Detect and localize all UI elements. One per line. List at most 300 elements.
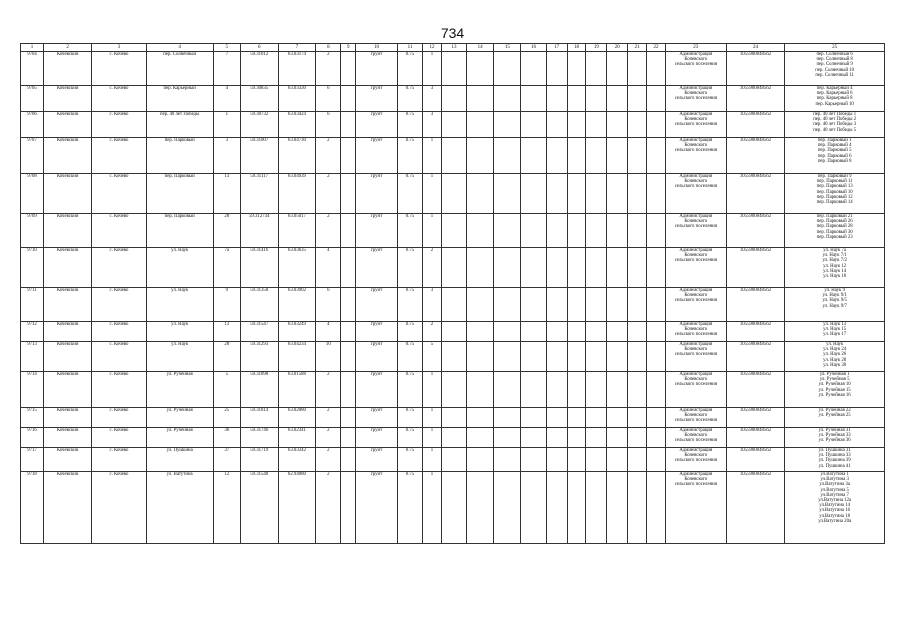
address-line: ул. Ручейная 5	[819, 377, 850, 383]
empty-cell	[521, 214, 546, 248]
address-line: ул. Ручейная 15	[818, 387, 851, 393]
surface-cell: грунт	[356, 472, 398, 544]
address-line: ул. Наук 7/2	[822, 258, 847, 264]
longitude-cell: 63.03902	[278, 288, 316, 322]
column-header: 20	[607, 44, 628, 52]
settlement-cell: с. Кочево	[92, 288, 146, 322]
empty-cell	[546, 322, 567, 342]
address-line: ул. Наук 7/1	[822, 253, 847, 259]
address-line: пер. Солнечный 8	[816, 57, 853, 63]
longitude-cell: 63.05017	[278, 214, 316, 248]
empty-cell	[467, 448, 494, 472]
col11-cell: 0.75	[397, 174, 422, 214]
latitude-cell: 59.30835	[240, 86, 278, 112]
settlement-cell: с. Кочево	[92, 112, 146, 138]
col11-cell: 0.75	[397, 248, 422, 288]
column-header: 5	[213, 44, 240, 52]
owner-line: сельского поселения	[674, 62, 717, 68]
table-row	[21, 372, 885, 408]
owner-cell	[665, 174, 726, 214]
address-line: пер. Парковый 28	[816, 224, 853, 230]
settlement-cell: с. Кочево	[92, 138, 146, 174]
address-line: пер. Солнечный 10	[815, 67, 855, 73]
house-cell: 9	[213, 288, 240, 322]
col11-cell: 0.75	[397, 86, 422, 112]
settlement-cell: с. Кочево	[92, 322, 146, 342]
address-line: ул. Наук 24	[823, 347, 847, 353]
col12-cell: 1	[423, 138, 442, 174]
address-line: ул.Ватутина 16	[819, 508, 851, 514]
empty-cell	[441, 472, 466, 544]
table-row	[21, 86, 885, 112]
empty-cell	[521, 52, 546, 86]
settlement-cell: с. Кочево	[92, 214, 146, 248]
empty-cell	[441, 322, 466, 342]
table-row	[21, 112, 885, 138]
district-cell: Кочевский	[44, 408, 92, 428]
empty-cell	[341, 472, 356, 544]
table-row	[21, 214, 885, 248]
table-row	[21, 448, 885, 472]
empty-cell	[628, 86, 647, 112]
owner-line: Администрация	[679, 372, 713, 377]
longitude-cell: 63.02080	[278, 408, 316, 428]
table-row	[21, 52, 885, 86]
addresses-cell	[785, 112, 885, 138]
empty-cell	[567, 408, 586, 428]
address-line: пер. Солнечный 11	[815, 72, 854, 78]
surface-cell: грунт	[356, 408, 398, 428]
empty-cell	[567, 428, 586, 448]
empty-cell	[341, 248, 356, 288]
empty-cell	[441, 372, 466, 408]
address-line: ул.Ватутина 3а	[819, 482, 850, 488]
address-line: ул. Наук 14	[823, 268, 847, 274]
empty-cell	[647, 52, 666, 86]
col12-cell: 2	[423, 322, 442, 342]
empty-cell	[467, 248, 494, 288]
addresses-cell	[785, 428, 885, 448]
col12-cell: 5	[423, 342, 442, 372]
column-header: 24	[726, 44, 785, 52]
empty-cell	[467, 428, 494, 448]
empty-cell	[586, 342, 607, 372]
empty-cell	[546, 448, 567, 472]
addresses-cell	[785, 86, 885, 112]
column-header: 9	[341, 44, 356, 52]
empty-cell	[467, 322, 494, 342]
address-line: ул. Ручейная 22	[818, 408, 851, 413]
district-cell: Кочевский	[44, 428, 92, 448]
latitude-cell: 59.31117	[240, 174, 278, 214]
col11-cell: 0.75	[397, 112, 422, 138]
col8-cell: 2	[316, 372, 341, 408]
address-line: ул. Наук 15	[823, 327, 847, 333]
owner-line: сельского поселения	[674, 224, 717, 230]
owner-line: Кочевского	[684, 91, 708, 97]
row-number-cell: 9709	[21, 214, 44, 248]
owner-line: сельского поселения	[674, 482, 717, 488]
empty-cell	[467, 288, 494, 322]
owner-cell	[665, 408, 726, 428]
address-line: ул.Ватутина 5	[820, 487, 849, 493]
surface-cell: грунт	[356, 52, 398, 86]
empty-cell	[607, 112, 628, 138]
ogrn-cell: 1055900848562	[726, 138, 785, 174]
address-line: ул.Ватутина 1	[820, 472, 849, 477]
house-cell: 28	[213, 342, 240, 372]
owner-line: Кочевского	[684, 57, 708, 63]
empty-cell	[628, 52, 647, 86]
address-line: ул. Наук 7а	[823, 248, 847, 253]
street-cell: ул. Наук	[146, 248, 213, 288]
empty-cell	[494, 372, 521, 408]
empty-cell	[441, 448, 466, 472]
address-line: пер. 40 лет Победы 5	[813, 127, 857, 133]
empty-cell	[441, 214, 466, 248]
district-cell: Кочевский	[44, 342, 92, 372]
ogrn-cell: 1055900848562	[726, 448, 785, 472]
col12-cell: 3	[423, 288, 442, 322]
row-number-cell: 9710	[21, 248, 44, 288]
owner-line: Администрация	[679, 214, 713, 219]
empty-cell	[467, 472, 494, 544]
empty-cell	[586, 288, 607, 322]
empty-cell	[467, 408, 494, 428]
empty-cell	[341, 448, 356, 472]
col8-cell: 2	[316, 448, 341, 472]
row-number-cell: 9714	[21, 372, 44, 408]
owner-cell	[665, 248, 726, 288]
district-cell: Кочевский	[44, 138, 92, 174]
column-header: 10	[356, 44, 398, 52]
column-header: 21	[628, 44, 647, 52]
street-cell: пер. Карьерный	[146, 86, 213, 112]
row-number-cell: 9718	[21, 472, 44, 544]
address-line: ул.Ватутина 18	[819, 513, 851, 519]
street-cell: ул. Наук	[146, 342, 213, 372]
settlement-cell: с. Кочево	[92, 428, 146, 448]
latitude-cell: 59.31012	[240, 52, 278, 86]
empty-cell	[607, 428, 628, 448]
empty-cell	[341, 174, 356, 214]
surface-cell: грунт	[356, 86, 398, 112]
owner-line: Кочевского	[684, 327, 708, 333]
column-header: 1	[21, 44, 44, 52]
surface-cell: грунт	[356, 342, 398, 372]
table-row	[21, 428, 885, 448]
empty-cell	[441, 408, 466, 428]
empty-cell	[521, 342, 546, 372]
col8-cell: 2	[316, 52, 341, 86]
empty-cell	[441, 86, 466, 112]
empty-cell	[521, 428, 546, 448]
address-line: пер. Парковый 23	[816, 234, 853, 240]
owner-cell	[665, 288, 726, 322]
empty-cell	[494, 472, 521, 544]
address-line: ул. Ручейная 16	[818, 392, 851, 398]
empty-cell	[607, 248, 628, 288]
address-line: пер. Карьерный 4	[816, 86, 853, 91]
empty-cell	[494, 428, 521, 448]
ogrn-cell: 1055900848562	[726, 288, 785, 322]
page-number: 734	[440, 25, 465, 41]
empty-cell	[467, 86, 494, 112]
addresses-cell	[785, 138, 885, 174]
settlement-cell: с. Кочево	[92, 86, 146, 112]
settlement-cell: с. Кочево	[92, 52, 146, 86]
owner-line: Администрация	[679, 408, 713, 413]
empty-cell	[567, 322, 586, 342]
column-header: 12	[423, 44, 442, 52]
empty-cell	[607, 322, 628, 342]
addresses-cell	[785, 248, 885, 288]
empty-cell	[494, 408, 521, 428]
address-line: ул. Пушкина 33	[818, 453, 851, 459]
owner-line: Кочевского	[684, 117, 708, 123]
longitude-cell: 63.03330	[278, 86, 316, 112]
col11-cell: 0.75	[397, 138, 422, 174]
empty-cell	[467, 342, 494, 372]
empty-cell	[586, 86, 607, 112]
district-cell: Кочевский	[44, 112, 92, 138]
house-cell: 36	[213, 428, 240, 448]
addresses-cell	[785, 448, 885, 472]
empty-cell	[467, 174, 494, 214]
empty-cell	[494, 322, 521, 342]
owner-cell	[665, 86, 726, 112]
col12-cell: 3	[423, 112, 442, 138]
empty-cell	[441, 288, 466, 322]
addresses-cell	[785, 472, 885, 544]
settlement-cell: с. Кочево	[92, 408, 146, 428]
empty-cell	[494, 448, 521, 472]
owner-line: Кочевского	[684, 413, 708, 419]
empty-cell	[341, 372, 356, 408]
col8-cell: 10	[316, 342, 341, 372]
owner-line: Администрация	[679, 112, 713, 117]
row-number-cell: 9706	[21, 112, 44, 138]
empty-cell	[546, 372, 567, 408]
empty-cell	[467, 372, 494, 408]
empty-cell	[628, 372, 647, 408]
address-line: ул. Наук 13	[823, 322, 847, 327]
latitude-cell: 59.31007	[240, 138, 278, 174]
empty-cell	[341, 288, 356, 322]
address-line: пер. Парковый 11	[816, 179, 853, 185]
column-header: 7	[278, 44, 316, 52]
ogrn-cell: 1055900848562	[726, 112, 785, 138]
owner-line: сельского поселения	[674, 298, 717, 304]
address-line: ул. Ручейная 33	[818, 433, 851, 439]
ogrn-cell: 1055900848562	[726, 372, 785, 408]
owner-line: Кочевского	[684, 347, 708, 353]
empty-cell	[521, 472, 546, 544]
latitude-cell: 59.312734	[240, 214, 278, 248]
owner-line: Кочевского	[684, 477, 708, 483]
house-cell: 13	[213, 174, 240, 214]
owner-line: Администрация	[679, 342, 713, 347]
col8-cell: 4	[316, 322, 341, 342]
empty-cell	[647, 472, 666, 544]
address-line: пер. Парковый 8	[817, 158, 852, 164]
address-line: ул. Пушкина 39	[818, 458, 851, 464]
column-header: 13	[441, 44, 466, 52]
empty-cell	[628, 138, 647, 174]
street-cell: пер. Парковый	[146, 138, 213, 174]
surface-cell: грунт	[356, 214, 398, 248]
address-line: ул. Пушкина 31	[818, 448, 851, 453]
table-row	[21, 138, 885, 174]
ogrn-cell: 1055900848562	[726, 322, 785, 342]
address-line: ул.Ватутина 12а	[818, 498, 852, 504]
district-cell: Кочевский	[44, 248, 92, 288]
empty-cell	[521, 174, 546, 214]
col12-cell: 1	[423, 408, 442, 428]
empty-cell	[647, 112, 666, 138]
house-cell: 4	[213, 86, 240, 112]
row-number-cell: 9716	[21, 428, 44, 448]
settlement-cell: с. Кочево	[92, 372, 146, 408]
col8-cell: 2	[316, 214, 341, 248]
empty-cell	[628, 322, 647, 342]
owner-line: сельского поселения	[674, 418, 717, 424]
table-row	[21, 472, 885, 544]
owner-line: сельского поселения	[674, 382, 717, 388]
district-cell: Кочевский	[44, 448, 92, 472]
address-line: ул. Наук 9	[824, 288, 845, 293]
address-line: пер. Парковый 1	[817, 138, 852, 143]
address-line: ул.Ватутина 7	[820, 492, 849, 498]
empty-cell	[546, 112, 567, 138]
address-line: пер. Парковый 5	[817, 148, 852, 154]
empty-cell	[567, 342, 586, 372]
address-line: ул. Наук 17	[823, 332, 847, 338]
empty-cell	[441, 248, 466, 288]
empty-cell	[628, 408, 647, 428]
ogrn-cell: 1055900848562	[726, 86, 785, 112]
latitude-cell: 59.31814	[240, 408, 278, 428]
table-row	[21, 408, 885, 428]
empty-cell	[647, 448, 666, 472]
col12-cell: 1	[423, 372, 442, 408]
column-header: 2	[44, 44, 92, 52]
empty-cell	[586, 428, 607, 448]
house-cell: 28	[213, 214, 240, 248]
owner-line: сельского поселения	[674, 96, 717, 102]
empty-cell	[586, 174, 607, 214]
empty-cell	[647, 248, 666, 288]
empty-cell	[521, 112, 546, 138]
longitude-cell: 63.02341	[278, 428, 316, 448]
empty-cell	[521, 86, 546, 112]
row-number-cell: 9705	[21, 86, 44, 112]
empty-cell	[567, 372, 586, 408]
settlement-cell: с. Кочево	[92, 448, 146, 472]
owner-cell	[665, 472, 726, 544]
owner-line: Администрация	[679, 472, 713, 477]
empty-cell	[546, 288, 567, 322]
street-cell: ул. Наук	[146, 288, 213, 322]
address-line: ул. Пушкина 41	[818, 463, 851, 469]
address-line: ул. Наук 9/1	[822, 293, 847, 299]
empty-cell	[494, 86, 521, 112]
empty-cell	[567, 288, 586, 322]
longitude-cell: 63.03342	[278, 448, 316, 472]
owner-line: сельского поселения	[674, 352, 717, 358]
longitude-cell: 63.04939	[278, 174, 316, 214]
col11-cell: 0.75	[397, 342, 422, 372]
table-row	[21, 288, 885, 322]
address-line: пер. Солнечный 6	[816, 52, 853, 57]
surface-cell: грунт	[356, 248, 398, 288]
row-number-cell: 9712	[21, 322, 44, 342]
empty-cell	[647, 342, 666, 372]
owner-cell	[665, 138, 726, 174]
col12-cell: 1	[423, 448, 442, 472]
longitude-cell: 63.03249	[278, 322, 316, 342]
address-line: пер. 40 лет Победы 1	[813, 112, 857, 117]
owner-line: Администрация	[679, 248, 713, 253]
empty-cell	[494, 138, 521, 174]
col12-cell: 1	[423, 214, 442, 248]
address-line: ул. Ручейная 31	[818, 428, 851, 433]
district-cell: Кочевский	[44, 86, 92, 112]
empty-cell	[607, 372, 628, 408]
house-cell: 3	[213, 138, 240, 174]
ogrn-cell: 1055900848562	[726, 472, 785, 544]
empty-cell	[647, 86, 666, 112]
house-cell: 12	[213, 472, 240, 544]
owner-line: сельского поселения	[674, 438, 717, 444]
row-number-cell: 9713	[21, 342, 44, 372]
empty-cell	[521, 322, 546, 342]
owner-line: Кочевского	[684, 377, 708, 383]
owner-line: сельского поселения	[674, 184, 717, 190]
latitude-cell: 59.31358	[240, 288, 278, 322]
empty-cell	[494, 52, 521, 86]
latitude-cell: 59.31416	[240, 248, 278, 288]
column-header: 15	[494, 44, 521, 52]
empty-cell	[521, 138, 546, 174]
empty-cell	[586, 138, 607, 174]
address-line: пер. Карьерный 6	[816, 91, 853, 97]
address-line: ул. Наук 26	[823, 352, 847, 358]
settlement-cell: с. Кочево	[92, 472, 146, 544]
empty-cell	[567, 472, 586, 544]
address-line: пер. Карьерный 8	[816, 96, 853, 102]
address-line: ул. Ручейная 25	[818, 413, 851, 419]
empty-cell	[546, 138, 567, 174]
owner-cell	[665, 214, 726, 248]
owner-line: Кочевского	[684, 143, 708, 149]
district-cell: Кочевский	[44, 214, 92, 248]
street-cell: ул. Ручейная	[146, 428, 213, 448]
col11-cell: 0.75	[397, 448, 422, 472]
empty-cell	[546, 472, 567, 544]
empty-cell	[546, 214, 567, 248]
surface-cell: грунт	[356, 448, 398, 472]
empty-cell	[567, 214, 586, 248]
settlement-cell: с. Кочево	[92, 248, 146, 288]
empty-cell	[341, 342, 356, 372]
owner-line: Администрация	[679, 288, 713, 293]
address-line: ул.Ватутина 20а	[818, 518, 852, 524]
empty-cell	[628, 112, 647, 138]
district-cell: Кочевский	[44, 322, 92, 342]
owner-cell	[665, 372, 726, 408]
address-line: пер. Парковый 30	[816, 229, 853, 235]
